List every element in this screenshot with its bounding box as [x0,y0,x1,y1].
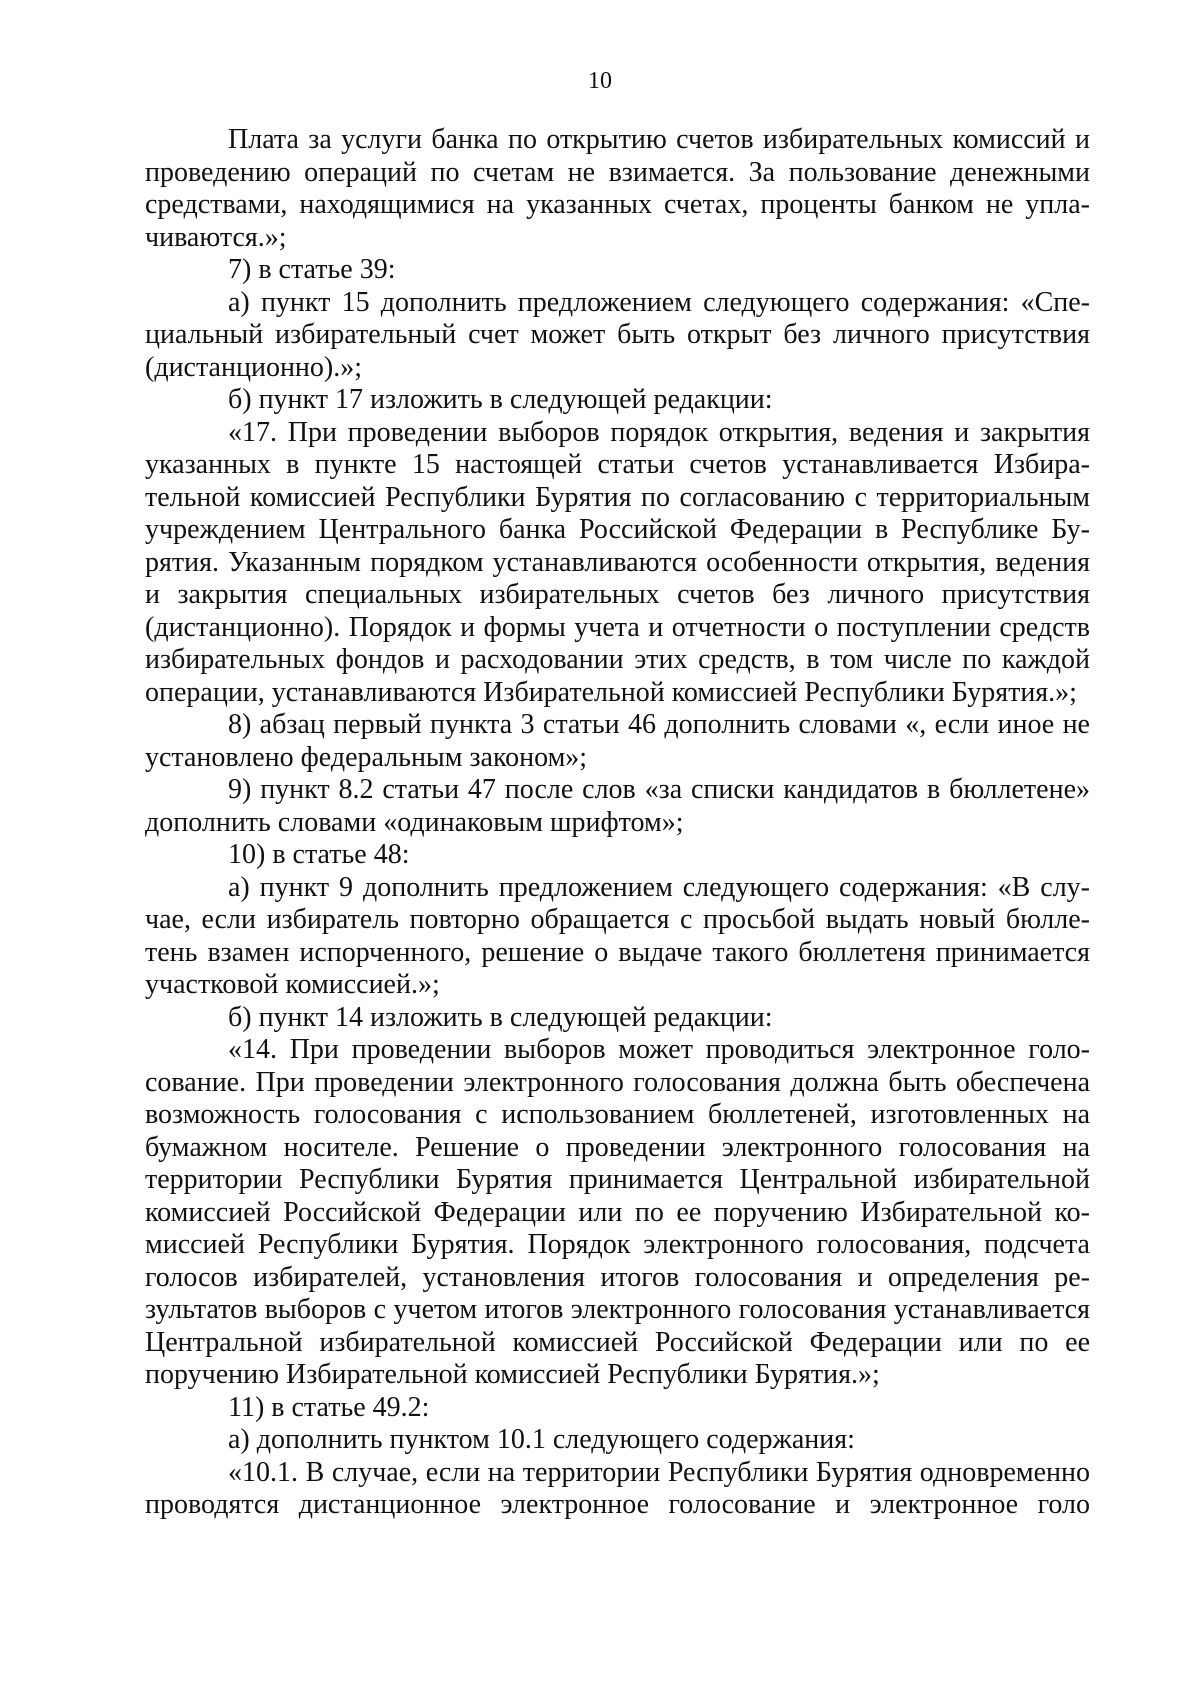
paragraph-item-8: 8) абзац первый пункта 3 статьи 46 дополнить словами «, если иное не установлено федеральным законом»; [145,709,1090,773]
paragraph-item-7a: а) пункт 15 дополнить предложением следующего содержания: «Специальный избирательный счет может быть открыт без личного присутствия (дистанционно).»; [145,286,1090,383]
paragraph-item-9: 9) пункт 8.2 статьи 47 после слов «за списки кандидатов в бюллетене» дополнить словами «одинаковым шрифтом»; [145,774,1090,838]
paragraph-item-7b: б) пункт 17 изложить в следующей редакции: [228,384,773,415]
paragraph-item-7: 7) в статье 39: [228,254,396,285]
page-number: 10 [588,68,612,94]
paragraph-item-10a: а) пункт 9 дополнить предложением следующего содержания: «В случае, если избиратель повторно обращается с просьбой выдать новый бюллетень взамен испорченного, решение о выдаче такого бюллетеня принимается участковой комиссией.»; [145,871,1090,1000]
paragraph-clause-10-1: «10.1. В случае, если на территории Республики Бурятия одновременно проводятся дистанционное электронное голосование и электронное голо [145,1456,1090,1520]
paragraph-item-10: 10) в статье 48: [228,839,410,870]
document-body [145,124,1090,1522]
paragraph-clause-14: «14. При проведении выборов может проводиться электронное голосование. При проведении электронного голосования должна быть обеспечена возможность голосования с использованием бюллетеней, изготовленных на бумажном носителе. Решение о проведении электронного голосования на территории Республики Бурятия принимается Центральной избирательной комиссией Российской Федерации или по ее поручению Избирательной комиссией Республики Бурятия. Порядок электронного голосования, подсчета голосов избирателей, установления итогов голосования и определения результатов выборов с учетом итогов электронного голосования устанавливается Центральной избирательной комиссией Российской Федерации или по ее поручению Избирательной комиссией Республики Бурятия.»; [145,1034,1090,1390]
paragraph-clause-17: «17. При проведении выборов порядок открытия, ведения и закрытия указанных в пункте 15 настоящей статьи счетов устанавливается Избирательной комиссией Республики Бурятия по согласованию с территориальным учреждением Центрального банка Российской Федерации в Республике Бурятия. Указанным порядком устанавливаются особенности открытия, ведения и закрытия специальных избирательных счетов без личного присутствия (дистанционно). Порядок и формы учета и отчетности о поступлении средств избирательных фондов и расходовании этих средств, в том числе по каждой операции, устанавливаются Избирательной комиссией Республики Бурятия.»; [145,416,1090,708]
paragraph-item-11: 11) в статье 49.2: [228,1391,430,1423]
paragraph-item-10b: б) пункт 14 изложить в следующей редакции: [228,1001,773,1033]
paragraph-bank-fees: Плата за услуги банка по открытию счетов избирательных комиссий и проведению операций по счетам не взимается. За пользование денежными средствами, находящимися на указанных счетах, проценты банком не уплачиваются.»; [145,124,1090,253]
paragraph-item-11a: а) дополнить пунктом 10.1 следующего содержания: [228,1424,855,1455]
